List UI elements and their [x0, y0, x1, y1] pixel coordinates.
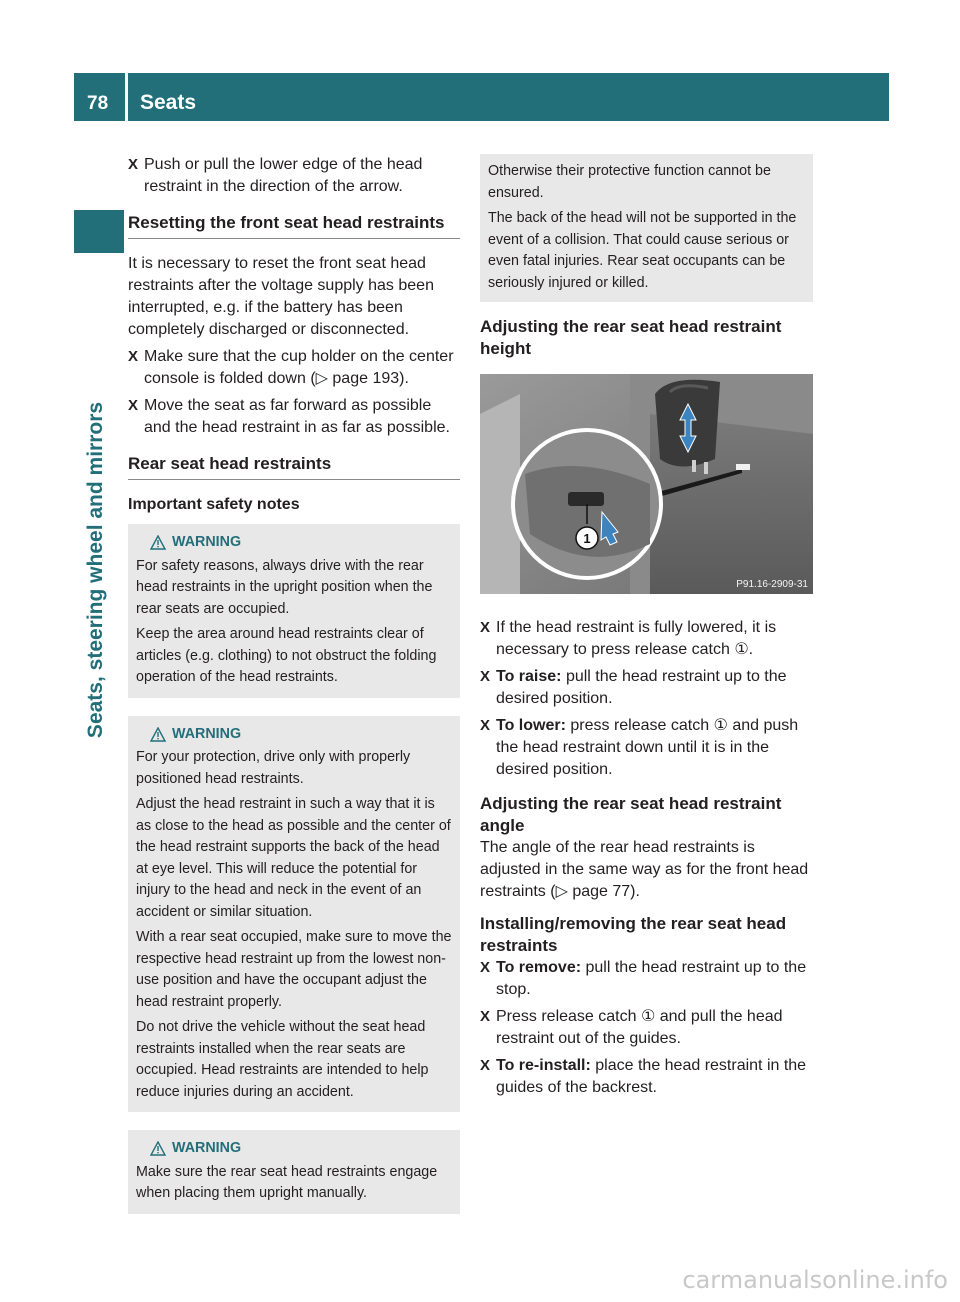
warning-title — [150, 1138, 452, 1160]
watermark: carmanualsonline.info — [682, 1266, 948, 1294]
figure-callout: 1 — [583, 531, 591, 546]
warning-text: For your protection, drive only with properly positioned head restraints. — [136, 749, 411, 787]
page-header — [74, 73, 889, 121]
chapter-tab — [74, 210, 124, 253]
step-arrow-icon: X — [128, 397, 139, 414]
warning-label: WARNING — [172, 725, 242, 742]
step-arrow-icon: X — [480, 619, 491, 636]
step-arrow-icon: X — [480, 1008, 491, 1025]
instruction-bullet — [128, 346, 460, 390]
section-heading-text: Resetting the front seat head restraints — [128, 213, 445, 232]
step-arrow-icon: X — [480, 1057, 491, 1074]
section-heading-reset — [128, 212, 460, 239]
warning-triangle-icon — [150, 727, 166, 742]
warning-label: WARNING — [172, 534, 242, 550]
instruction-text: pull the head restraint up to the stop. — [496, 959, 807, 998]
instruction-bullet — [480, 957, 813, 1001]
instruction-bullet — [480, 715, 813, 781]
instruction-bullet — [128, 154, 460, 198]
warning-text: With a rear seat occupied, make sure to move the respective head restraint up from the lowest non-use position and have the occupant adjust the head restraint properly. — [136, 929, 452, 1010]
instruction-bullet — [480, 1006, 813, 1050]
instruction-text: Move the seat as far forward as possible and the head restraint in as far as possible. — [144, 397, 450, 436]
warning-text: Do not drive the vehicle without the seat head restraints installed when the rear seats are occupied. Head restraints are intended to help reduce injuries during an accident. — [136, 1019, 429, 1100]
chapter-side-label — [71, 370, 121, 770]
warning-label: WARNING — [172, 1140, 242, 1156]
instruction-label: To raise: — [496, 668, 562, 685]
instruction-bullet — [480, 617, 813, 661]
warning-triangle-icon — [150, 1141, 166, 1156]
warning-box — [128, 1130, 460, 1214]
step-arrow-icon: X — [128, 348, 139, 365]
warning-text: For safety reasons, always drive with the rear head restraints in the upright position when the rear seats are occupied. — [136, 557, 433, 617]
chapter-side-text: Seats, steering wheel and mirrors — [84, 401, 107, 739]
instruction-text: If the head restraint is fully lowered, it is necessary to press release catch ①. — [496, 619, 777, 658]
page-number: 78 — [87, 93, 109, 114]
warning-text: Make sure the rear seat head restraints engage when placing them upright manually. — [136, 1163, 438, 1201]
warning-box — [128, 524, 460, 698]
instruction-text: press release catch ① and push the head restraint down until it is in the desired position. — [496, 717, 799, 778]
instruction-text: pull the head restraint up to the desired position. — [496, 668, 787, 707]
warning-continuation-box — [480, 154, 813, 302]
subheading-height: Adjusting the rear seat head restraint height — [480, 317, 782, 358]
reset-paragraph: It is necessary to reset the front seat head restraints after the voltage supply has been interrupted, e.g. if the battery has been completely discharged or disconnected. — [128, 255, 434, 338]
section-heading-rear — [128, 453, 460, 480]
angle-paragraph: The angle of the rear head restraints is adjusted in the same way as for the front head restraints (▷ page 77). — [480, 839, 809, 900]
warning-box — [128, 716, 460, 1113]
head-restraint-figure — [480, 374, 813, 594]
warning-title — [150, 724, 452, 746]
instruction-bullet — [480, 1055, 813, 1099]
right-column — [480, 154, 813, 1104]
step-arrow-icon: X — [480, 959, 491, 976]
instruction-text: Press release catch ① and pull the head restraint out of the guides. — [496, 1008, 783, 1047]
warning-text: The back of the head will not be supported in the event of a collision. That could cause serious or even fatal injuries. Rear seat occupants can be seriously injured or killed. — [488, 210, 797, 291]
subheading-angle: Adjusting the rear seat head restraint angle — [480, 794, 782, 835]
instruction-text: place the head restraint in the guides of the backrest. — [496, 1057, 807, 1096]
left-column — [128, 154, 460, 1232]
warning-triangle-icon — [150, 535, 166, 550]
instruction-text: Make sure that the cup holder on the center console is folded down (▷ page 193). — [144, 348, 454, 387]
warning-title — [150, 532, 452, 554]
warning-text: Otherwise their protective function cannot be ensured. — [488, 163, 771, 201]
warning-text: Keep the area around head restraints clear of articles (e.g. clothing) to not obstruct the folding operation of the head restraints. — [136, 626, 437, 685]
subheading-install: Installing/removing the rear seat head restraints — [480, 914, 787, 955]
step-arrow-icon: X — [480, 717, 491, 734]
instruction-bullet — [128, 395, 460, 439]
instruction-bullet — [480, 666, 813, 710]
step-arrow-icon: X — [480, 668, 491, 685]
figure-code: P91.16-2909-31 — [736, 579, 808, 590]
page-title: Seats — [140, 91, 197, 114]
instruction-label: To re-install: — [496, 1057, 591, 1074]
subheading-safety: Important safety notes — [128, 496, 300, 513]
warning-text: Adjust the head restraint in such a way that it is as close to the head as possible and the center of the head restraint supports the back of the head at eye level. This will reduce the potential for injury to the head and neck in the event of an accident or similar situation. — [136, 796, 451, 920]
header-divider — [125, 73, 128, 121]
section-heading-text: Rear seat head restraints — [128, 454, 332, 473]
instruction-text: Push or pull the lower edge of the head restraint in the direction of the arrow. — [144, 156, 423, 195]
step-arrow-icon: X — [128, 156, 139, 173]
instruction-label: To lower: — [496, 717, 566, 734]
instruction-label: To remove: — [496, 959, 582, 976]
